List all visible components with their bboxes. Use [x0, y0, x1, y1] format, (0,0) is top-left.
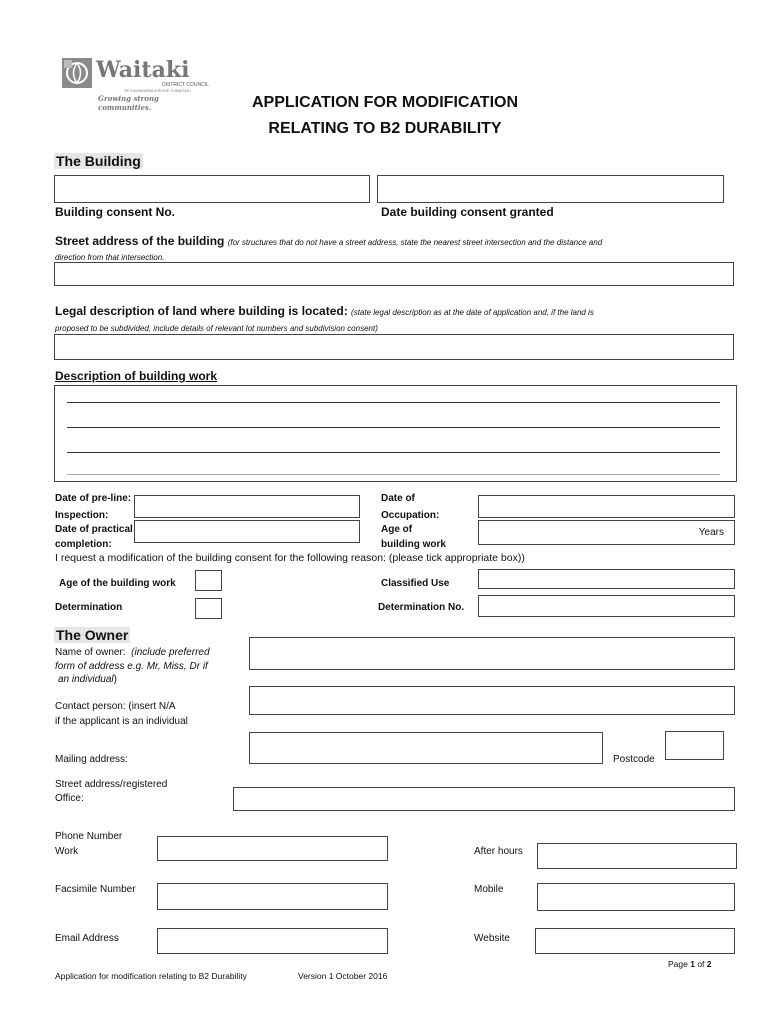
mobile-label: Mobile — [474, 884, 504, 895]
building-consent-no-field[interactable] — [54, 175, 370, 203]
determination-no-field[interactable] — [478, 595, 735, 617]
description-of-work-field[interactable] — [54, 385, 737, 482]
building-consent-no-label: Building consent No. — [55, 205, 175, 219]
owner-name-label-cont: form of address e.g. Mr, Miss, Dr if — [55, 661, 208, 672]
classified-use-field[interactable] — [478, 569, 735, 589]
occupation-label-cont: Occupation: — [381, 510, 440, 521]
street-address-field[interactable] — [54, 262, 734, 286]
street-address-label: Street address of the building (for structures that do not have a street address, state the nearest street intersection and the distance and — [55, 234, 603, 248]
age-of-work-label: Age of — [381, 524, 413, 535]
age-of-work-checkbox[interactable] — [195, 570, 222, 591]
after-hours-label: After hours — [474, 846, 523, 857]
form-title-line1: APPLICATION FOR MODIFICATION — [251, 94, 519, 111]
fax-label: Facsimile Number — [55, 884, 136, 895]
contact-person-label-cont: if the applicant is an individual — [55, 716, 188, 727]
practical-completion-label: Date of practical — [55, 524, 133, 535]
practical-completion-field[interactable] — [134, 520, 360, 543]
phone-work-field[interactable] — [157, 836, 388, 861]
street-registered-label: Street address/registered — [55, 779, 168, 790]
age-of-work-label-cont: building work — [381, 539, 446, 550]
consent-date-label: Date building consent granted — [381, 205, 554, 219]
legal-description-field[interactable] — [54, 334, 734, 360]
postcode-label: Postcode — [613, 754, 655, 765]
preline-label: Date of pre-line: — [55, 493, 132, 504]
owner-name-label: Name of owner: (include preferred — [55, 647, 210, 658]
council-emblem-icon — [62, 58, 92, 88]
street-address-note: (for structures that do not have a street address, state the nearest street intersection and the distance and — [227, 238, 603, 247]
after-hours-field[interactable] — [537, 843, 737, 869]
section-heading-building: The Building — [56, 153, 141, 169]
mobile-field[interactable] — [537, 883, 735, 911]
age-of-work-option-label: Age of the building work — [59, 578, 176, 589]
logo-council: DISTRICT COUNCIL — [162, 82, 209, 88]
street-registered-field[interactable] — [233, 787, 735, 811]
logo-tagline: Growing strong communities. — [98, 94, 159, 112]
website-label: Website — [474, 933, 510, 944]
phone-work-label: Work — [55, 846, 79, 857]
preline-label-cont: Inspection: — [55, 510, 109, 521]
email-field[interactable] — [157, 928, 388, 954]
description-line-1 — [67, 402, 720, 403]
owner-name-field[interactable] — [249, 637, 735, 670]
logo-name: Waitaki — [96, 57, 190, 83]
legal-description-note: (state legal description as at the date of application and, if the land is — [351, 308, 594, 317]
street-registered-label-cont: Office: — [55, 793, 84, 804]
occupation-label: Date of — [381, 493, 415, 504]
fax-field[interactable] — [157, 883, 388, 910]
legal-description-note-cont: proposed to be subdivided, include details of relevant lot numbers and subdivision consent) — [55, 324, 378, 333]
contact-person-field[interactable] — [249, 686, 735, 715]
street-address-note-cont: direction from that intersection. — [55, 253, 165, 262]
footer-version: Version 1 October 2016 — [298, 971, 388, 981]
legal-description-label: Legal description of land where building is located: (state legal description as at the date of application and, if the land is — [55, 304, 594, 318]
practical-completion-label-cont: completion: — [55, 539, 112, 550]
page-number: Page 1 of 2 — [668, 959, 712, 969]
website-field[interactable] — [535, 928, 735, 954]
determination-no-label: Determination No. — [378, 602, 465, 613]
preline-date-field[interactable] — [134, 495, 360, 518]
determination-checkbox[interactable] — [195, 598, 222, 619]
description-line-2 — [67, 427, 720, 428]
years-unit: Years — [698, 527, 724, 538]
request-reason-text: I request a modification of the building consent for the following reason: (please tick appropriate box)) — [55, 552, 525, 564]
footer-title: Application for modification relating to B2 Durability — [55, 971, 247, 981]
logo-maori: TE KAUNIHERA A ROHE O WAITAKI — [124, 88, 191, 93]
age-of-work-field[interactable] — [478, 520, 735, 545]
consent-date-field[interactable] — [377, 175, 724, 203]
postcode-field[interactable] — [665, 731, 724, 760]
determination-option-label: Determination — [55, 602, 123, 613]
mailing-address-field[interactable] — [249, 732, 603, 764]
classified-use-label: Classified Use — [381, 578, 450, 589]
description-label: Description of building work — [55, 369, 217, 383]
mailing-address-label: Mailing address: — [55, 754, 128, 765]
description-line-3 — [67, 452, 720, 453]
form-title-line2: RELATING TO B2 DURABILITY — [268, 120, 502, 137]
description-line-4 — [67, 474, 720, 475]
phone-label: Phone Number — [55, 831, 123, 842]
owner-name-label-cont2: an individual) — [58, 674, 117, 685]
contact-person-label: Contact person: (insert N/A — [55, 701, 176, 712]
section-heading-owner: The Owner — [56, 627, 129, 643]
email-label: Email Address — [55, 933, 119, 944]
occupation-date-field[interactable] — [478, 495, 735, 518]
